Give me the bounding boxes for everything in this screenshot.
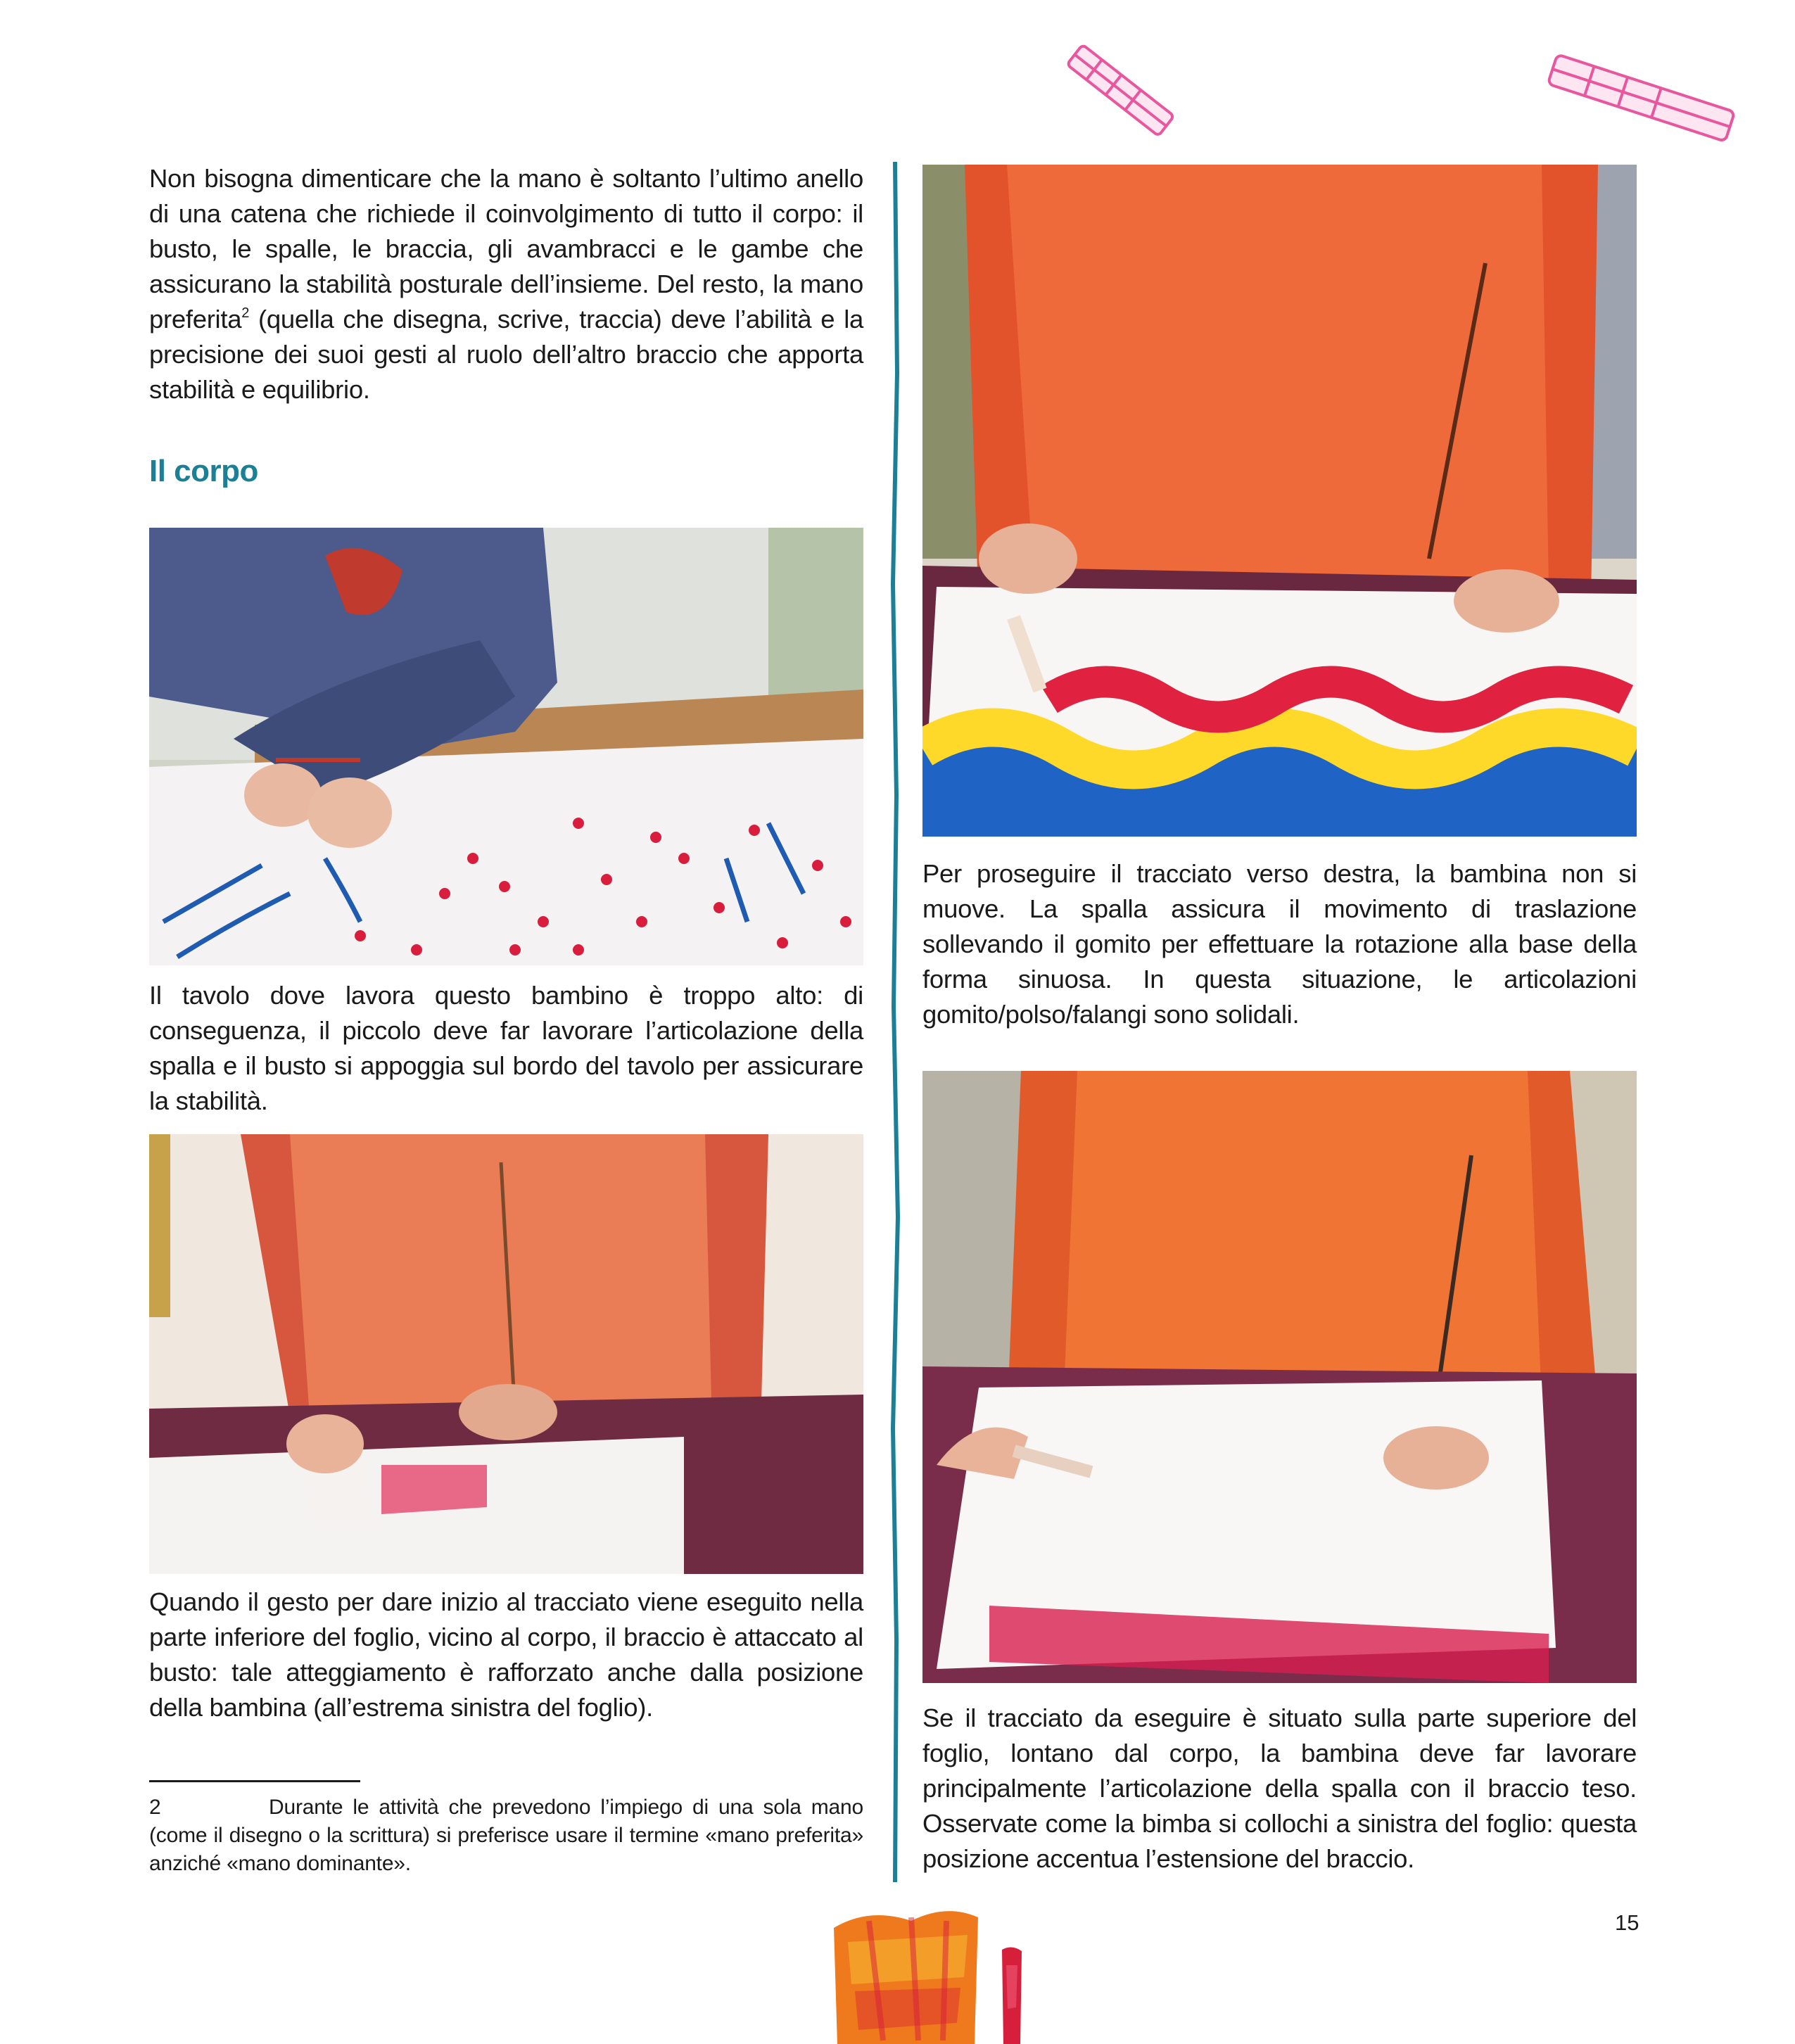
photo-girl-wavy-lines (922, 165, 1637, 837)
footnote-number: 2 (149, 1796, 161, 1819)
caption-photo-4: Se il tracciato da eseguire è situato sulla parte superiore del foglio, lontano dal corpo, la bambina deve far lavorare principalmente l’articolazione della spalla con il braccio teso. Osservate come la bimba si collochi a sinistra del foglio: questa posizione accentua l’estensione del braccio. (922, 1703, 1637, 1873)
caption-photo-2: Quando il gesto per dare inizio al tracciato viene eseguito nella parte inferiore del foglio, vicino al corpo, il braccio è attaccato al busto: tale atteggiamento è rafforzato anche dalla posizione della bambina (all’estrema sinistra del foglio). (149, 1587, 863, 1722)
clothespin-illustration-right (1545, 51, 1738, 146)
photo-girl-lower-sheet (149, 1134, 863, 1574)
column-divider (888, 162, 902, 1882)
page-number: 15 (1615, 1910, 1639, 1935)
clothespin-illustration-left (1059, 34, 1182, 146)
footnote-reference[interactable]: 2 (241, 305, 250, 321)
caption-photo-1: Il tavolo dove lavora questo bambino è troppo alto: di conseguenza, il piccolo deve far lavorare l’articolazione della spalla e il busto si appoggia sul bordo del tavolo per assicurare la stabilità. (149, 981, 863, 1115)
footnote (149, 1794, 863, 1878)
footnote-separator (149, 1780, 360, 1782)
intro-text-part-1: Non bisogna dimenticare che la mano è soltanto l’ultimo anello di una catena che richiede il coinvolgimento di tutto il corpo: il busto, le spalle, le braccia, gli avambracci e le gambe che assicurano la stabilità posturale dell’insieme. Del resto, la mano preferita (149, 164, 863, 334)
photo-boy-high-table (149, 528, 863, 965)
paint-stroke-decoration-small (998, 1944, 1026, 2044)
caption-photo-3: Per proseguire il tracciato verso destra, la bambina non si muove. La spalla assicura il movimento di traslazione sollevando il gomito per effettuare la rotazione alla base della forma sinuosa. In questa situazione, le articolazioni gomito/polso/falangi sono solidali. (922, 859, 1637, 1029)
photo-girl-extended-arm (922, 1071, 1637, 1683)
section-title: Il corpo (149, 454, 258, 488)
intro-paragraph (149, 161, 863, 407)
intro-text-part-2: (quella che disegna, scrive, traccia) deve l’abilità e la precisione dei suoi gesti al ruolo dell’altro braccio che apporta stabilità e equilibrio. (149, 305, 863, 404)
paint-stroke-decoration-large (827, 1900, 985, 2044)
footnote-text: Durante le attività che prevedono l’impiego di una sola mano (come il disegno o la scrittura) si preferisce usare il termine «mano preferita» anziché «mano dominante». (149, 1796, 863, 1875)
